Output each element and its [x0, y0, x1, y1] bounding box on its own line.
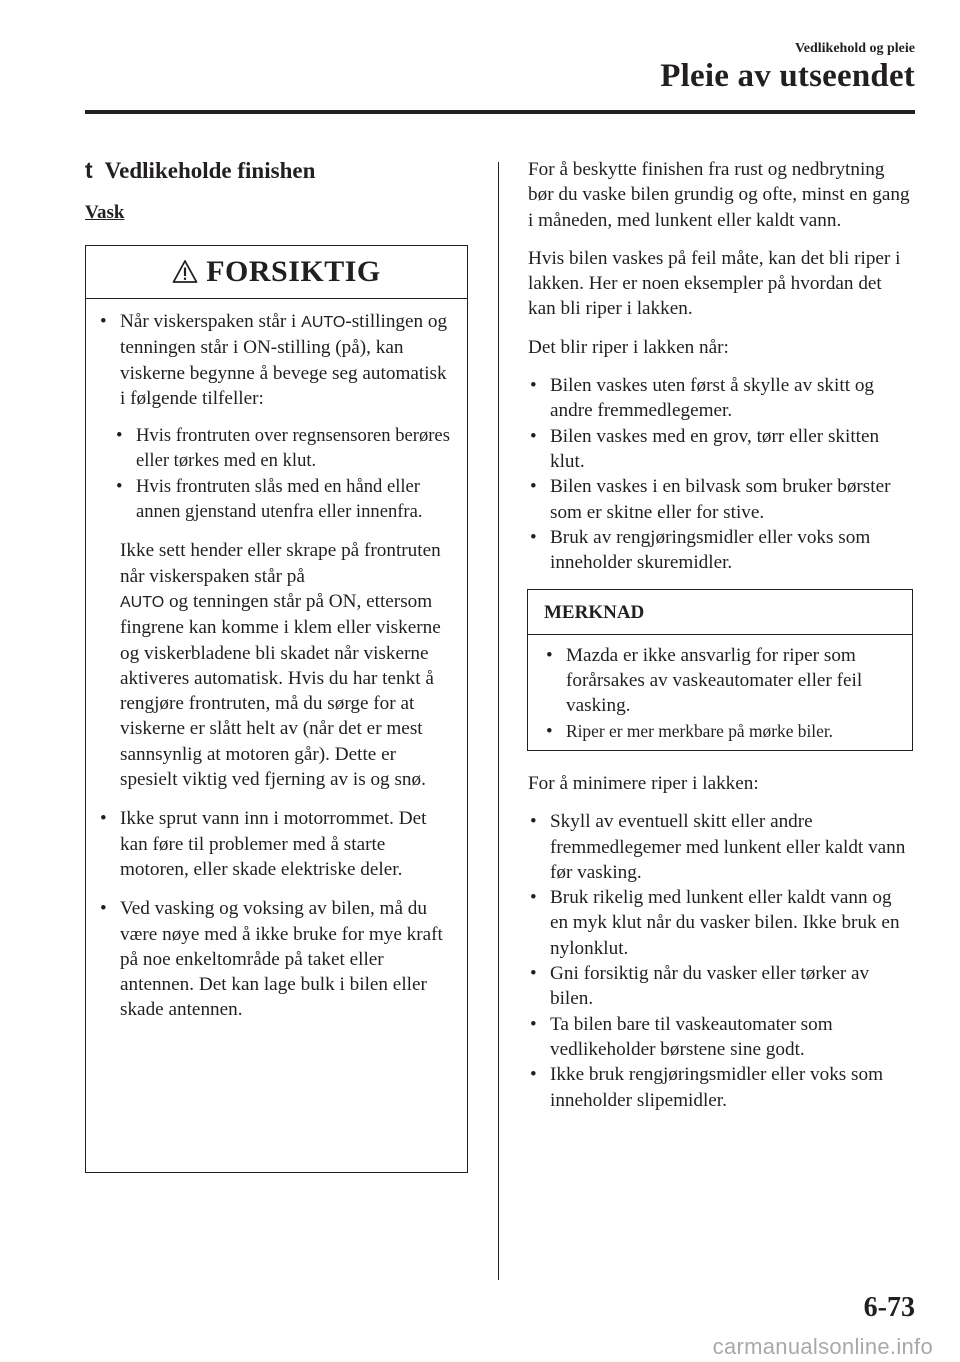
header-rule: [85, 110, 915, 114]
caution-paragraph-text: og tenningen står på ON, ettersom fingrene kan komme i klem eller viskerne og viskerbladene bli skadet når viskerne aktiveres automatisk. Hvis du har tenkt å rengjøre frontruten, må du sørge for at viskerne er slått helt av (når det er mest sannsynlig at motoren går). Dette er spesielt viktig ved fjerning av is og snø.: [120, 590, 441, 791]
list-item: • Ta bilen bare til vaskeautomater som vedlikeholder børstene sine godt.: [528, 1012, 913, 1063]
caution-sub-item: • Hvis frontruten over regnsensoren berøres eller tørkes med en klut.: [98, 423, 453, 474]
subheading-vask: Vask: [85, 202, 125, 223]
caution-item-text: Når viskerspaken står i: [120, 311, 302, 332]
caution-paragraph-text: Ikke sett hender eller skrape på frontruten når viskerspaken står på: [120, 540, 441, 587]
paragraph: Hvis bilen vaskes på feil måte, kan det bli riper i lakken. Her er noen eksempler på hvordan det kan bli riper i lakken.: [528, 247, 901, 320]
note-item: • Mazda er ikke ansvarlig for riper som forårsakes av vaskeautomater eller feil vasking.: [544, 643, 902, 719]
caution-body: [86, 299, 467, 1023]
caution-title: FORSIKTIG: [206, 255, 381, 288]
section-marker: t: [85, 157, 93, 183]
note-list: [528, 635, 912, 750]
caution-sub-list: [98, 423, 453, 524]
paragraph: For å beskytte finishen fra rust og nedbrytning bør du vaske bilen grundig og ofte, minst en gang i måneden, med lunkent eller kaldt vann.: [528, 159, 910, 231]
warning-triangle-icon: [172, 259, 198, 285]
caution-item-text: -: [345, 311, 352, 332]
list-item: • Ikke bruk rengjøringsmidler eller voks som inneholder slipemidler.: [528, 1062, 913, 1113]
watermark: carmanualsonline.info: [712, 1334, 933, 1359]
list-item: • Bruk rikelig med lunkent eller kaldt vann og en myk klut når du vasker bilen. Ikke bruk en nylonklut.: [528, 885, 913, 961]
section-title: Vedlikeholde finishen: [104, 158, 316, 183]
auto-label: AUTO: [301, 314, 346, 331]
left-column: [85, 153, 470, 226]
column-divider: [498, 162, 499, 1280]
list-item: • Bruk av rengjøringsmidler eller voks som inneholder skuremidler.: [528, 525, 913, 576]
caution-item-text: stillingen og tenningen står i ON-stilling (på), kan viskerne begynne å bevege seg automatisk i følgende tilfeller:: [120, 311, 448, 409]
caution-item: • Ved vasking og voksing av bilen, må du være nøye med å ikke bruke for mye kraft på noe enkeltområde på taket eller antennen. Det kan lage bulk i bilen eller skade antennen.: [98, 896, 453, 1022]
note-title: MERKNAD: [528, 590, 912, 634]
paragraph: For å minimere riper i lakken:: [528, 772, 759, 794]
list-item: • Bilen vaskes uten først å skylle av skitt og andre fremmedlegemer.: [528, 373, 913, 424]
section-label: Vedlikehold og pleie: [794, 41, 915, 56]
note-box: [527, 589, 913, 750]
page-number: 6-73: [863, 1292, 915, 1323]
list-item: • Skyll av eventuell skitt eller andre fremmedlegemer med lunkent eller kaldt vann før vasking.: [528, 809, 913, 885]
caution-box: [85, 245, 468, 1173]
caution-sub-item: • Hvis frontruten slås med en hånd eller annen gjenstand utenfra eller innenfra.: [98, 474, 453, 525]
scratch-causes-list: [528, 373, 913, 575]
caution-paragraph: [98, 538, 453, 792]
section-heading: [85, 153, 470, 188]
chapter-title: Pleie av utseendet: [660, 58, 915, 94]
list-item: • Bilen vaskes med en grov, tørr eller skitten klut.: [528, 424, 913, 475]
note-item: • Riper er mer merkbare på mørke biler.: [544, 719, 902, 744]
right-column: [528, 157, 913, 1127]
auto-label: AUTO: [120, 593, 165, 611]
caution-item: [98, 309, 453, 411]
list-item: • Gni forsiktig når du vasker eller tørker av bilen.: [528, 961, 913, 1012]
caution-header: [86, 246, 467, 299]
minimize-scratches-list: [528, 809, 913, 1113]
paragraph: Det blir riper i lakken når:: [528, 336, 729, 358]
caution-item: • Ikke sprut vann inn i motorrommet. Det kan føre til problemer med å starte motoren, eller skade elektriske deler.: [98, 806, 453, 882]
list-item: • Bilen vaskes i en bilvask som bruker børster som er skitne eller for stive.: [528, 474, 913, 525]
